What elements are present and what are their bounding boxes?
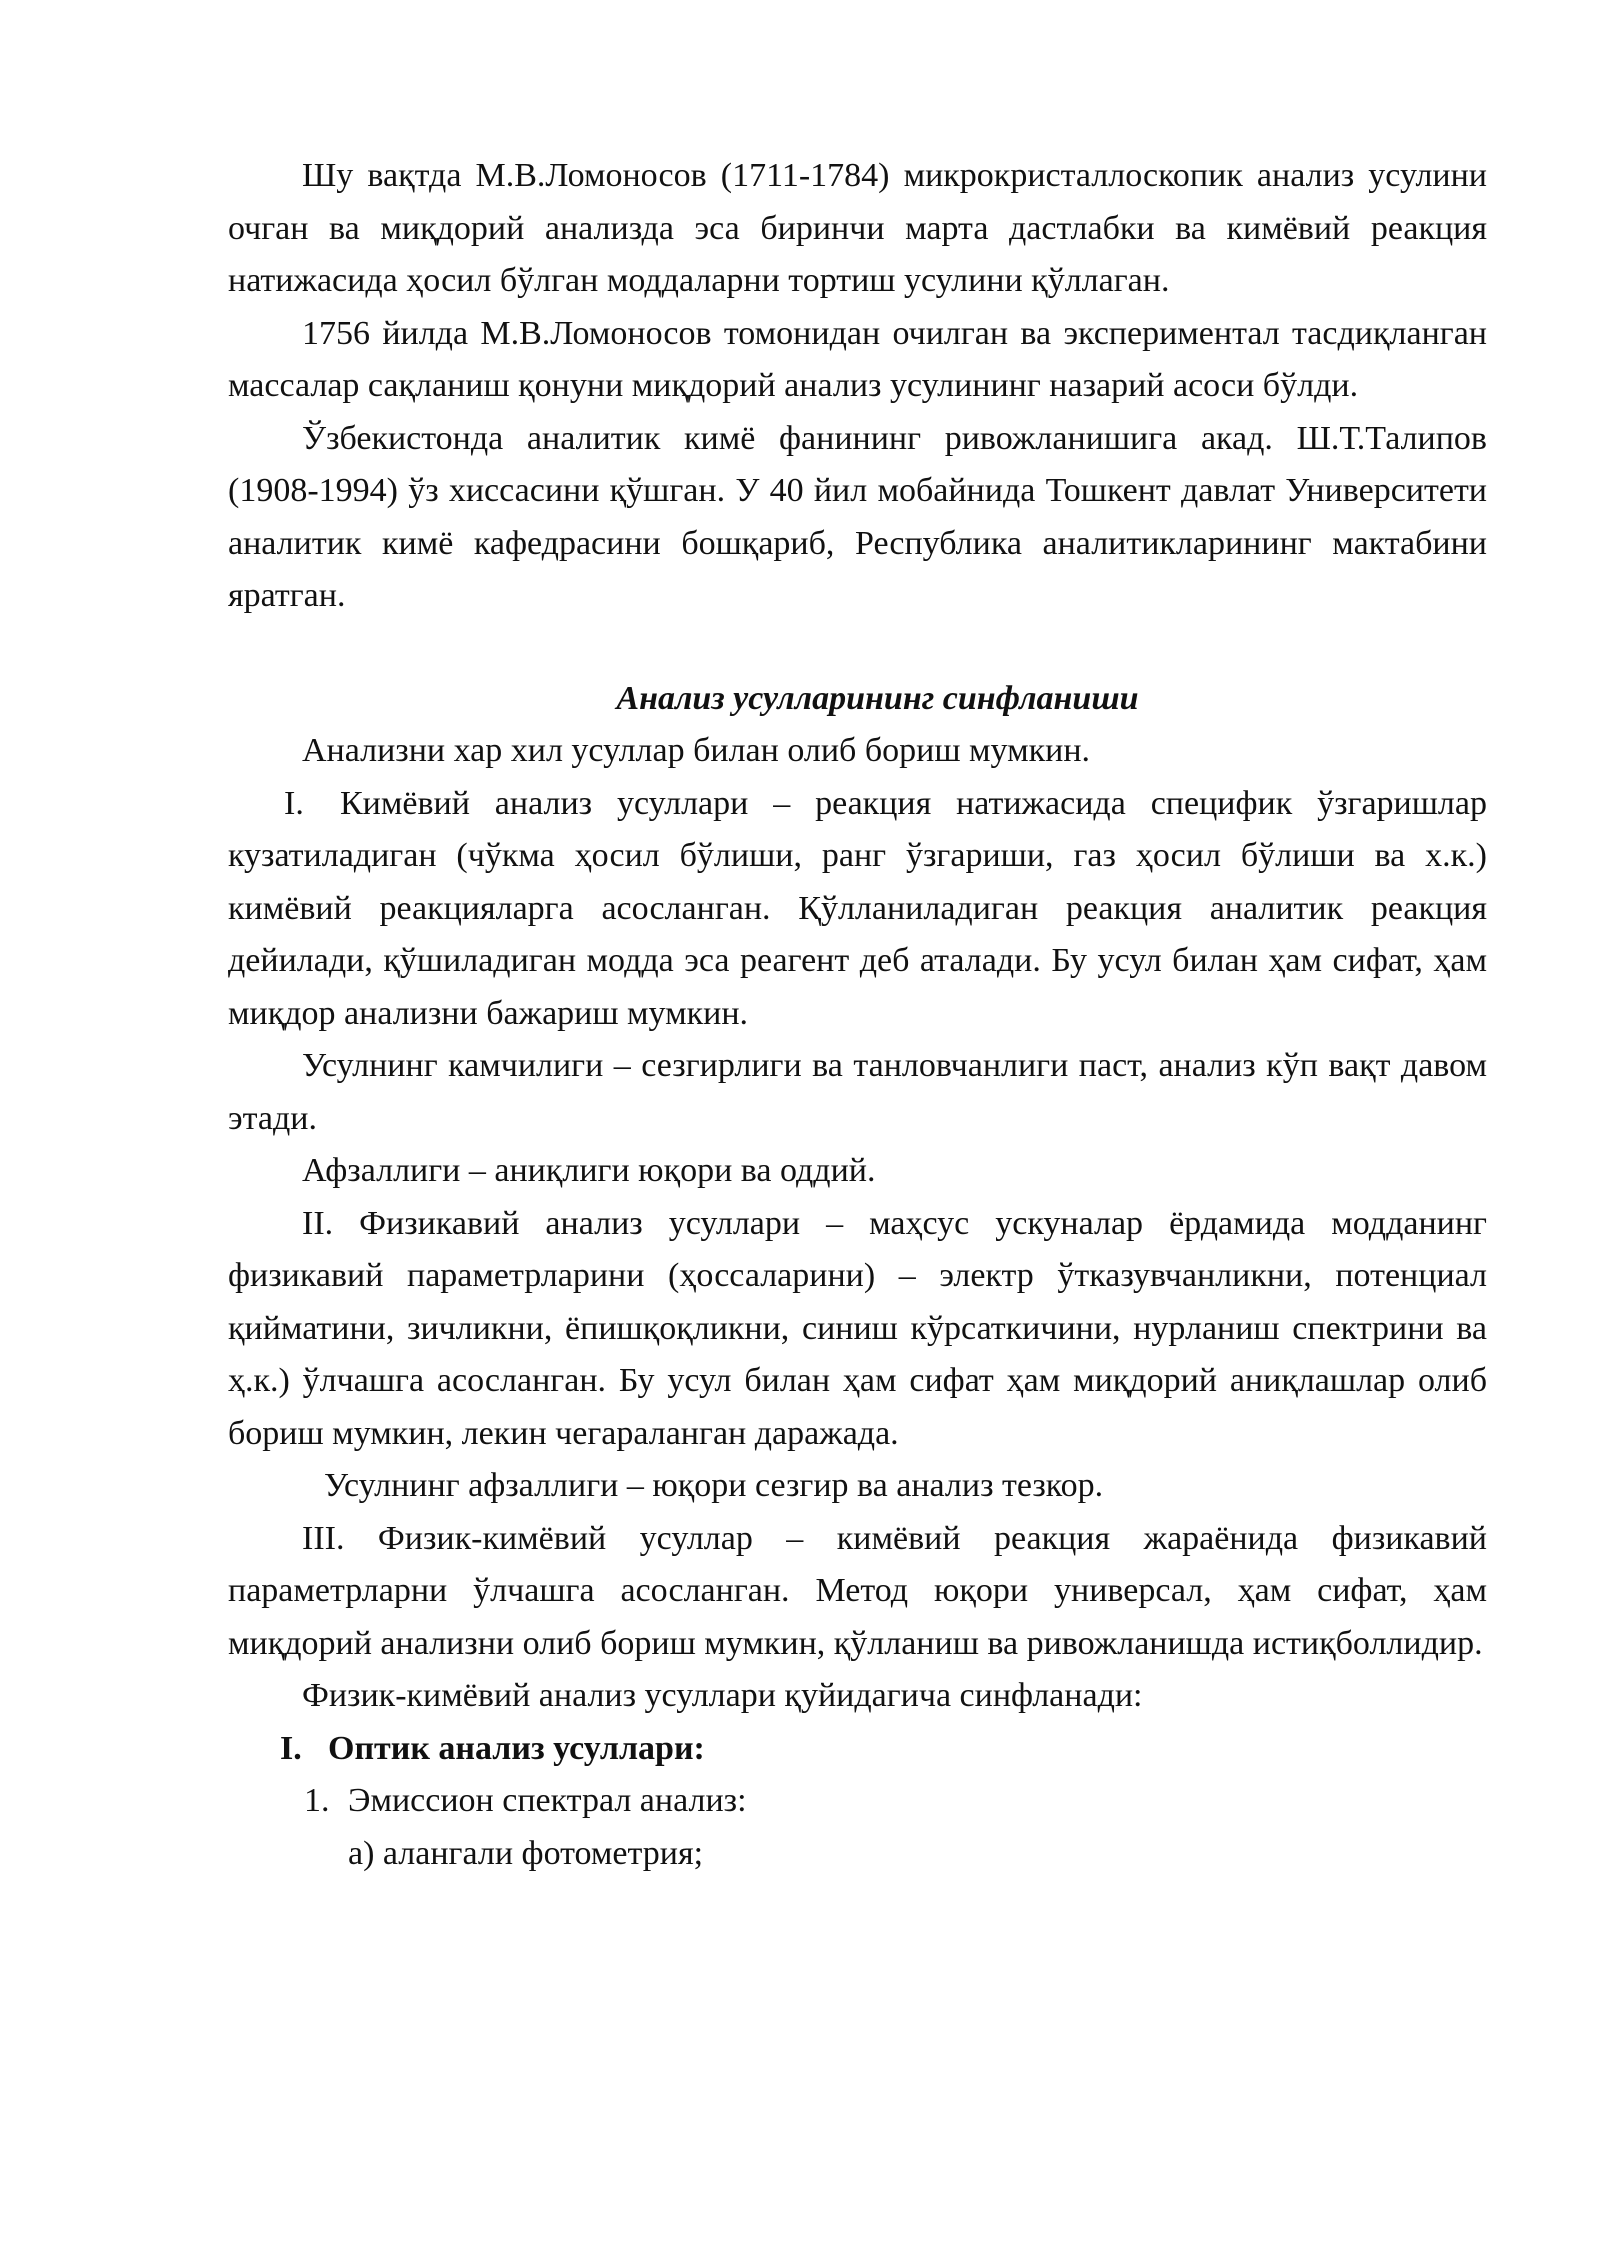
list-heading-label: Оптик анализ усуллари:	[328, 1729, 705, 1767]
section-heading: Анализ усулларининг синфланиши	[616, 679, 1139, 717]
list-item-number: I.	[284, 784, 304, 822]
paragraph-chemical-disadvantage: Усулнинг камчилиги – сезгирлиги ва танловчанлиги паст, анализ кўп вақт давом этади.	[228, 1047, 1487, 1137]
paragraph-mass-conservation: 1756 йилда М.В.Ломоносов томонидан очилган ва экспериментал тасдиқланган массалар сақланиш қонуни миқдорий анализ усулининг назарий асоси бўлди.	[228, 314, 1487, 404]
paragraph-lomonosov-microcrystalloscopy: Шу вақтда М.В.Ломоносов (1711-1784) микрокристаллоскопик анализ усулини очган ва миқдорий анализда эса биринчи марта дастлабки ва кимёвий реакция натижасида ҳосил бўлган моддаларни тортиш усулини қўллаган.	[228, 157, 1487, 299]
list-heading-number: I.	[280, 1729, 302, 1767]
paragraph-chemical-advantage: Афзаллиги – аниқлиги юқори ва оддий.	[302, 1152, 876, 1189]
list-item-text: Кимёвий анализ усуллари – реакция натижасида специфик ўзгаришлар кузатиладиган (чўкма ҳосил бўлиши, ранг ўзгариши, газ ҳосил бўлиши ва х.к.) кимёвий реакцияларга асосланган. Қўлланиладиган реакция аналитик реакция дейилади, қўшиладиган модда эса реагент деб аталади. Бу усул билан ҳам сифат, ҳам миқдор анализни бажариш мумкин.	[228, 784, 1487, 1032]
list-item-number: 1.	[304, 1782, 330, 1819]
list-item-emission-spectral	[228, 1775, 1487, 1828]
paragraph-physchem-methods: III. Физик-кимёвий усуллар – кимёвий реакция жараёнида физикавий параметрларни ўлчашга асосланган. Метод юқори универсал, ҳам сифат, ҳам миқдорий анализни олиб бориш мумкин, қўлланиш ва ривожланишда истиқболлидир.	[228, 1519, 1487, 1662]
paragraph-talipov: Ўзбекистонда аналитик кимё фанининг ривожланишига акад. Ш.Т.Талипов (1908-1994) ўз хиссасини қўшган. У 40 йил мобайнида Тошкент давлат Университети аналитик кимё кафедрасини бошқариб, Республика аналитикларининг мактабини яратган.	[228, 419, 1487, 614]
list-item-chemical-methods	[228, 778, 1487, 1041]
paragraph-physical-advantage: Усулнинг афзаллиги – юқори сезгир ва анализ тезкор.	[324, 1467, 1104, 1504]
paragraph-physical-methods: II. Физикавий анализ усуллари – маҳсус ускуналар ёрдамида модданинг физикавий параметрларини (ҳоссаларини) – электр ўтказувчанликни, потенциал қийматини, зичликни, ёпишқоқликни, синиш кўрсаткичини, нурланиш спектрини ва ҳ.к.) ўлчашга асосланган. Бу усул билан ҳам сифат ҳам миқдорий аниқлашлар олиб бориш мумкин, лекин чегараланган даражада.	[228, 1204, 1487, 1452]
list-item-label: Эмиссион спектрал анализ:	[348, 1782, 747, 1819]
paragraph-classification-intro: Физик-кимёвий анализ усуллари қуйидагича синфланади:	[302, 1677, 1143, 1714]
list-heading-optical-methods	[228, 1723, 1487, 1776]
paragraph-intro: Анализни хар хил усуллар билан олиб бориш мумкин.	[302, 732, 1091, 769]
list-item-flame-photometry: а) алангали фотометрия;	[348, 1834, 704, 1872]
